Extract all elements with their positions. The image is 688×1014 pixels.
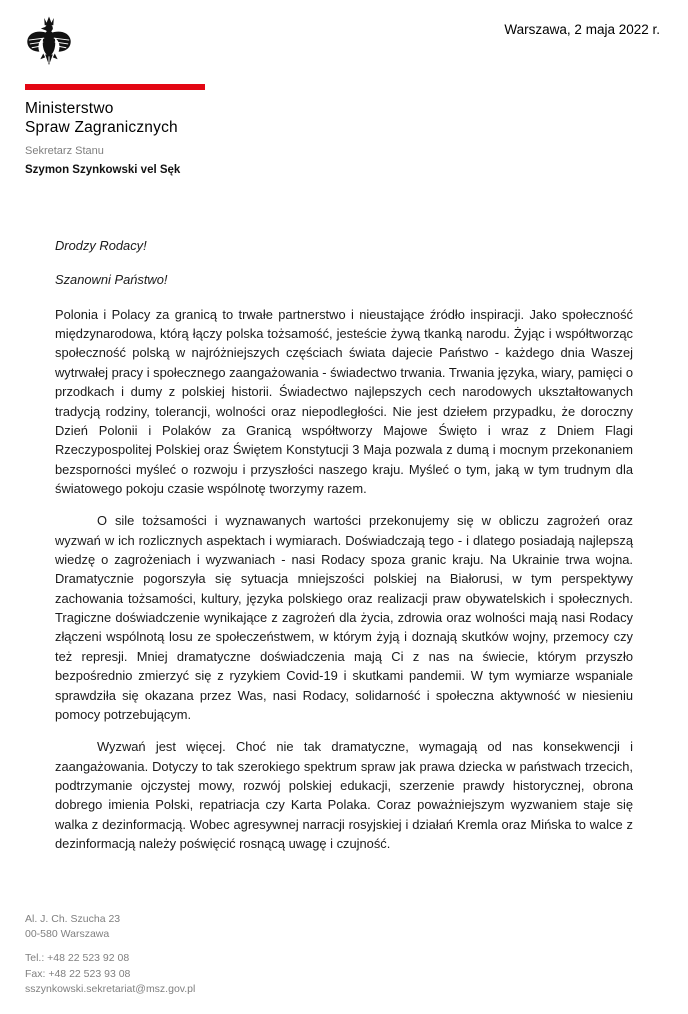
sender-role: Sekretarz Stanu [25,144,104,157]
sender-name: Szymon Szynkowski vel Sęk [25,163,181,176]
letterhead [25,12,205,176]
ministry-name [25,100,205,138]
letter-date: Warszawa, 2 maja 2022 r. [504,22,660,37]
ministry-name-line1: Ministerstwo [25,100,114,117]
footer-spacer [25,942,195,951]
salutation-rodacy: Drodzy Rodacy! [55,238,147,253]
salutation-panstwo: Szanowni Państwo! [55,272,168,288]
paragraph-3: Wyzwań jest więcej. Choć nie tak dramatyczne, wymagają od nas konsekwencji i zaangażowania. Dotyczy to tak szerokiego spektrum spraw jak prawa dziecka w państwach trzecich, podtrzymanie ojczystej mowy, rozwój polskiej edukacji, szerzenie prawdy historycznej, obrona dobrego imienia Polski, repatriacja czy Karta Polaka. Coraz poważniejszym wyzwaniem staje się walka z dezinformacją. Wobec agresywnej narracji rosyjskiej i działań Kremla oraz Mińska to walce z dezinformacją należy poświęcić rosnącą uwagę i czujność. [55,739,633,852]
footer-address-line-1: Al. J. Ch. Szucha 23 [25,913,121,925]
letter-body [55,236,633,866]
paragraph-2: O sile tożsamości i wyznawanych wartości przekonujemy się w obliczu zagrożeń oraz wyzwań w ich rozlicznych aspektach i wymiarach. Doświadczają tego - i dlatego posiadają najlepszą wiedzę o zagrożeniach i wyzwaniach - nasi Rodacy spoza granic kraju. Na Ukrainie trwa wojna. Dramatycznie pogorszyła się sytuacja mniejszości polskiej na Białorusi, w tym perspektywy zachowania tożsamości, kultury, języka polskiego oraz realizacji praw obywatelskich i społecznych. Tragiczne doświadczenie wynikające z zagrożeń dla życia, zdrowia oraz wolności mają nasi Rodacy złączeni wspólnotą losu ze społeczeństwem, w którym żyją i doznają skutków wojny, przemocy czy też represji. Mniej dramatyczne doświadczenia mają Ci z nas na świecie, którym przyszło bezpośrednio zmierzyć się z ryzykiem Covid-19 i skutkami pandemii. W tym wymiarze wspaniale sprawdziła się okazana przez Was, nasi Rodacy, solidarność i społeczna aktywność w niesieniu pomocy potrzebującym. [55,513,633,722]
polish-eagle-emblem-icon [25,12,73,72]
ministry-name-line2: Spraw Zagranicznych [25,118,178,136]
paragraph-1: Polonia i Polacy za granicą to trwałe partnerstwo i nieustające źródło inspiracji. Jako społeczność międzynarodowa, którą łączy polska tożsamość, jesteście żywą tkanką narodu. Żyjąc i współtworząc społeczność polską w najróżniejszych częściach świata dajecie Państwo - każdego dnia Waszej wytrwałej pracy i społecznego zaangażowania - świadectwo trwania. Trwania języka, wiary, pamięci o przodkach i dumy z polskiej historii. Świadectwo najlepszych cech narodowych ukształtowanych tradycją rodziny, tolerancji, wolności oraz niepodległości. Nie jest dziełem przypadku, że doroczny Dzień Polonii i Polaków za Granicą współtworzy Majowe Święto i wraz z Dniem Flagi Rzeczypospolitej Polskiej oraz Świętem Konstytucji 3 Maja pozwala z dumą i mocnym przekonaniem bezsporności myśleć o rozwoju i przyszłości naszego kraju. Myśleć o tym, jaką w tym trudnym dla światowego pokoju czasie wspólnotę tworzymy razem. [55,306,633,496]
footer-address-line-2: 00-580 Warszawa [25,928,110,941]
letter-footer [25,912,195,997]
letterhead-red-bar [25,84,205,90]
footer-phone: Tel.: +48 22 523 92 08 [25,952,130,965]
footer-email: sszynkowski.sekretariat@msz.gov.pl [25,982,196,995]
footer-fax: Fax: +48 22 523 93 08 [25,967,131,980]
